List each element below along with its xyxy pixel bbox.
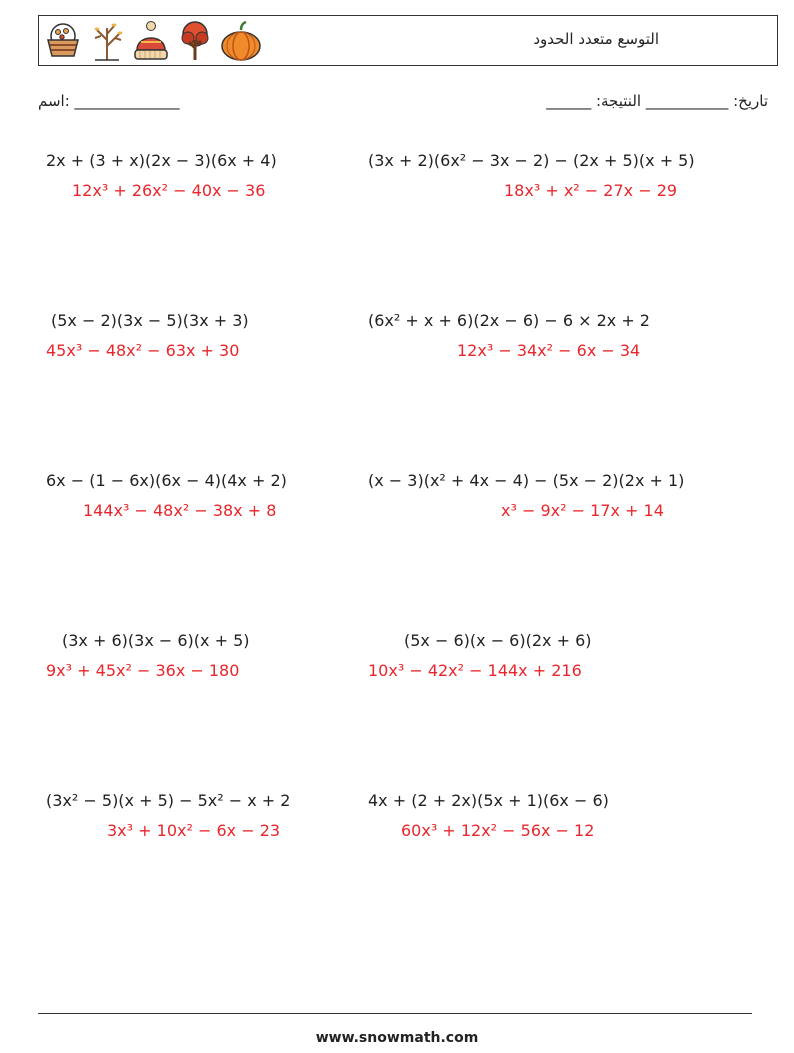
- problem-answer: 144x³ − 48x² − 38x + 8: [83, 501, 277, 520]
- problem-question: (3x + 2)(6x² − 3x − 2) − (2x + 5)(x + 5): [368, 151, 695, 170]
- header-icons: [43, 18, 263, 64]
- problem-question: (3x² − 5)(x + 5) − 5x² − x + 2: [46, 791, 291, 810]
- answer-3: [46, 341, 239, 361]
- problem-question: (5x − 6)(x − 6)(2x + 6): [404, 631, 592, 650]
- answer-7: [46, 661, 239, 681]
- knit-hat-icon: [131, 18, 171, 64]
- problem-9: [46, 791, 290, 811]
- problem-answer: 18x³ + x² − 27x − 29: [504, 181, 678, 200]
- problem-question: (6x² + x + 6)(2x − 6) − 6 × 2x + 2: [368, 311, 650, 330]
- problem-question: (3x + 6)(3x − 6)(x + 5): [62, 631, 250, 650]
- problem-answer: x³ − 9x² − 17x + 14: [501, 501, 664, 520]
- problem-answer: 10x³ − 42x² − 144x + 216: [368, 661, 582, 680]
- answer-8: [368, 661, 582, 681]
- problem-question: 2x + (3 + x)(2x − 3)(6x + 4): [46, 151, 277, 170]
- problem-7: [62, 631, 250, 651]
- date-score-field: ______ :تاريخ: ___________ النتيجة: [546, 92, 768, 110]
- header-box: [38, 15, 778, 66]
- problem-question: 6x − (1 − 6x)(6x − 4)(4x + 2): [46, 471, 287, 490]
- problem-answer: 12x³ − 34x² − 6x − 34: [457, 341, 641, 360]
- answer-6: [501, 501, 664, 521]
- answer-9: [107, 821, 280, 841]
- answer-5: [83, 501, 276, 521]
- name-field: اسم: ______________: [38, 92, 180, 110]
- problem-6: [368, 471, 684, 491]
- bare-tree-icon: [87, 18, 127, 64]
- answer-10: [401, 821, 594, 841]
- problem-3: [51, 311, 249, 331]
- problem-question: (x − 3)(x² + 4x − 4) − (5x − 2)(2x + 1): [368, 471, 685, 490]
- answer-4: [457, 341, 640, 361]
- worksheet-title: التوسع متعدد الحدود: [533, 30, 659, 48]
- answer-1: [72, 181, 265, 201]
- footer-divider: [38, 1013, 752, 1014]
- problem-answer: 3x³ + 10x² − 6x − 23: [107, 821, 281, 840]
- problem-question: 4x + (2 + 2x)(5x + 1)(6x − 6): [368, 791, 609, 810]
- problem-question: (5x − 2)(3x − 5)(3x + 3): [51, 311, 249, 330]
- footer-url[interactable]: www.snowmath.com: [315, 1030, 479, 1046]
- problem-5: [46, 471, 287, 491]
- problem-answer: 9x³ + 45x² − 36x − 180: [46, 661, 240, 680]
- problem-4: [368, 311, 650, 331]
- problem-1: [46, 151, 277, 171]
- answer-2: [504, 181, 677, 201]
- problem-8: [404, 631, 592, 651]
- problem-answer: 12x³ + 26x² − 40x − 36: [72, 181, 266, 200]
- problem-2: [368, 151, 695, 171]
- problem-answer: 45x³ − 48x² − 63x + 30: [46, 341, 240, 360]
- pumpkin-icon: [219, 18, 263, 64]
- basket-icon: [43, 18, 83, 64]
- problem-10: [368, 791, 609, 811]
- autumn-tree-icon: [175, 18, 215, 64]
- problem-answer: 60x³ + 12x² − 56x − 12: [401, 821, 595, 840]
